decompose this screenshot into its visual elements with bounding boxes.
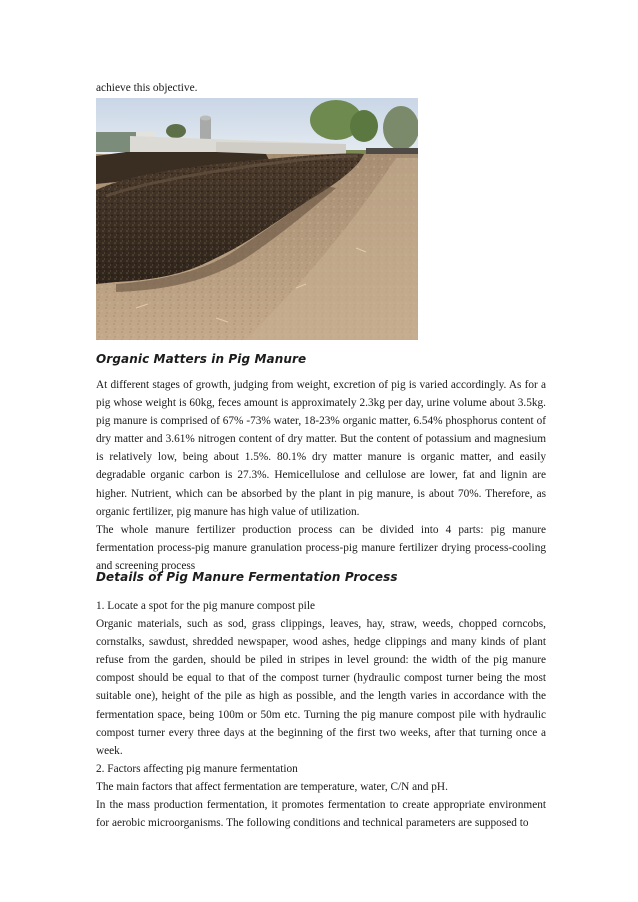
paragraph: The main factors that affect fermentation are temperature, water, C/N and pH.: [96, 780, 448, 793]
step-title: 2. Factors affecting pig manure fermentation: [96, 762, 298, 775]
step-title: 1. Locate a spot for the pig manure compost pile: [96, 600, 315, 612]
compost-windrow-photo: [96, 98, 418, 340]
paragraph: Organic materials, such as sod, grass clippings, leaves, hay, straw, weeds, chopped corncobs, cornstalks, sawdust, shredded newspaper, wood ashes, hedge clippings and many kinds of plant refuse from the garden, should be piled in stripes in level ground: the width of the pig manure compost should be equal to that of the compost turner (hydraulic compost turner being the most suitable one), height of the pile as high as possible, and the length varies in accordance with the fermentation space, being 100m or 50m etc. Turning the pig manure compost pile with hydraulic compost turner every three days at the beginning of the first two weeks, after that turning once a week.: [96, 618, 546, 757]
section-body-organic-matters: [96, 376, 546, 575]
paragraph: In the mass production fermentation, it promotes fermentation to create appropriate environment for aerobic microorganisms. The following conditions and technical parameters are supposed to: [96, 799, 546, 830]
intro-line: achieve this objective.: [96, 82, 198, 94]
section-heading-organic-matters: Organic Matters in Pig Manure: [96, 352, 307, 366]
paragraph: At different stages of growth, judging from weight, excretion of pig is varied accordingly. As for a pig whose weight is 60kg, feces amount is approximately 2.3kg per day, urine volume about 3.5kg. pig manure is comprised of 67% -73% water, 18-23% organic matter, 6.54% phosphorus content of dry matter and 3.61% nitrogen content of dry matter. But the content of potassium and magnesium is relatively low, being about 1.5%. 80.1% dry matter manure is organic matter, and easily degradable organic carbon is 27.3%. Hemicellulose and cellulose are lower, fat and lignin are higher. Nutrient, which can be absorbed by the plant in pig manure, is about 70%. Therefore, as organic fertilizer, pig manure has high value of utilization.: [96, 379, 546, 518]
paragraph: The whole manure fertilizer production process can be divided into 4 parts: pig manure fermentation process-pig manure granulation process-pig manure fertilizer drying process-cooling and screening process: [96, 523, 546, 572]
section-heading-fermentation-process: Details of Pig Manure Fermentation Process: [96, 570, 398, 584]
section-body-fermentation-process: [96, 597, 546, 832]
